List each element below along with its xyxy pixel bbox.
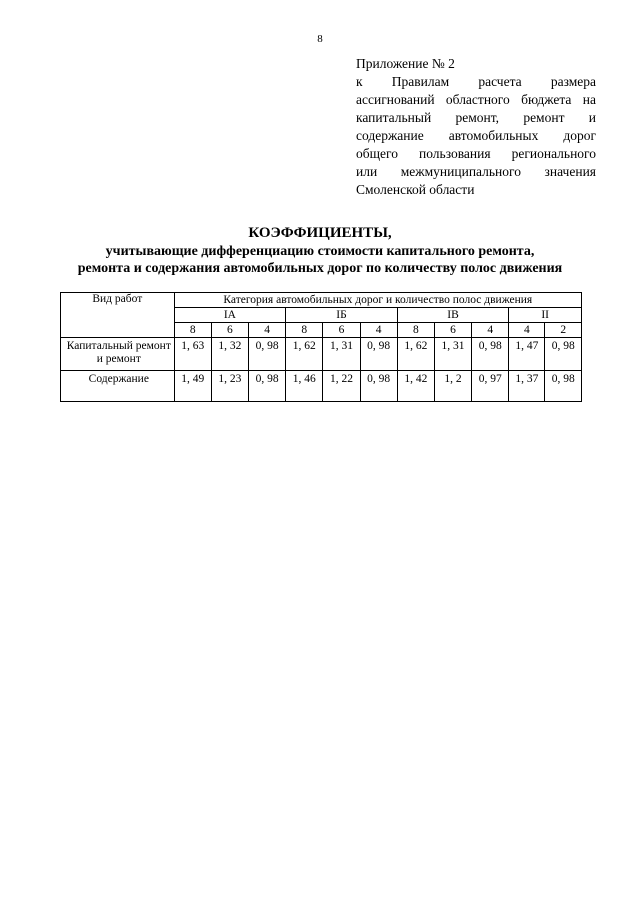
coefficients-table [60,292,582,402]
lanes-cell: 2 [545,323,582,338]
value-cell: 1, 31 [434,338,471,371]
value-cell: 1, 42 [397,371,434,402]
value-cell: 0, 98 [248,371,285,402]
table-header-row [61,293,582,308]
value-cell: 0, 98 [472,338,509,371]
appendix-line: или межмуниципального значения [356,164,596,179]
value-cell: 0, 98 [545,371,582,402]
value-cell: 0, 98 [360,371,397,402]
appendix-note [356,55,596,199]
value-cell: 1, 63 [174,338,211,371]
row-label: Содержание [61,371,175,402]
work-type-header: Вид работ [61,293,175,338]
lanes-cell: 8 [174,323,211,338]
lanes-cell: 4 [509,323,545,338]
appendix-heading: Приложение № 2 [356,56,455,71]
category-header: IВ [397,308,509,323]
category-header: IБ [286,308,398,323]
appendix-body [356,73,596,199]
table-row [61,338,582,371]
title-block [0,224,640,277]
value-cell: 1, 49 [174,371,211,402]
value-cell: 0, 97 [472,371,509,402]
page-number: 8 [317,33,323,45]
lanes-cell: 4 [360,323,397,338]
document-title: КОЭФФИЦИЕНТЫ, [248,225,392,241]
appendix-line: Смоленской области [356,182,475,197]
appendix-line: капитальный ремонт, ремонт и [356,110,596,125]
lanes-cell: 6 [323,323,360,338]
category-group-header: Категория автомобильных дорог и количество полос движения [174,293,581,308]
value-cell: 1, 22 [323,371,360,402]
value-cell: 1, 62 [397,338,434,371]
value-cell: 1, 2 [434,371,471,402]
value-cell: 0, 98 [360,338,397,371]
value-cell: 1, 46 [286,371,323,402]
row-label: Капитальный ремонт и ремонт [61,338,175,371]
appendix-line: к Правилам расчета размера [356,74,596,89]
lanes-cell: 8 [286,323,323,338]
category-header: IА [174,308,286,323]
document-subtitle-line-2: ремонта и содержания автомобильных дорог по количеству полос движения [77,261,563,276]
value-cell: 1, 47 [509,338,545,371]
value-cell: 1, 23 [211,371,248,402]
value-cell: 0, 98 [248,338,285,371]
lanes-cell: 8 [397,323,434,338]
table-row [61,371,582,402]
appendix-line: общего пользования регионального [356,146,596,161]
value-cell: 1, 62 [286,338,323,371]
category-header: II [509,308,582,323]
document-subtitle-line-1: учитывающие дифференциацию стоимости капитального ремонта, [105,244,535,259]
appendix-line: ассигнований областного бюджета на [356,92,596,107]
lanes-cell: 6 [211,323,248,338]
value-cell: 0, 98 [545,338,582,371]
value-cell: 1, 31 [323,338,360,371]
lanes-cell: 4 [472,323,509,338]
lanes-cell: 4 [248,323,285,338]
appendix-line: содержание автомобильных дорог [356,128,596,143]
lanes-cell: 6 [434,323,471,338]
value-cell: 1, 37 [509,371,545,402]
value-cell: 1, 32 [211,338,248,371]
